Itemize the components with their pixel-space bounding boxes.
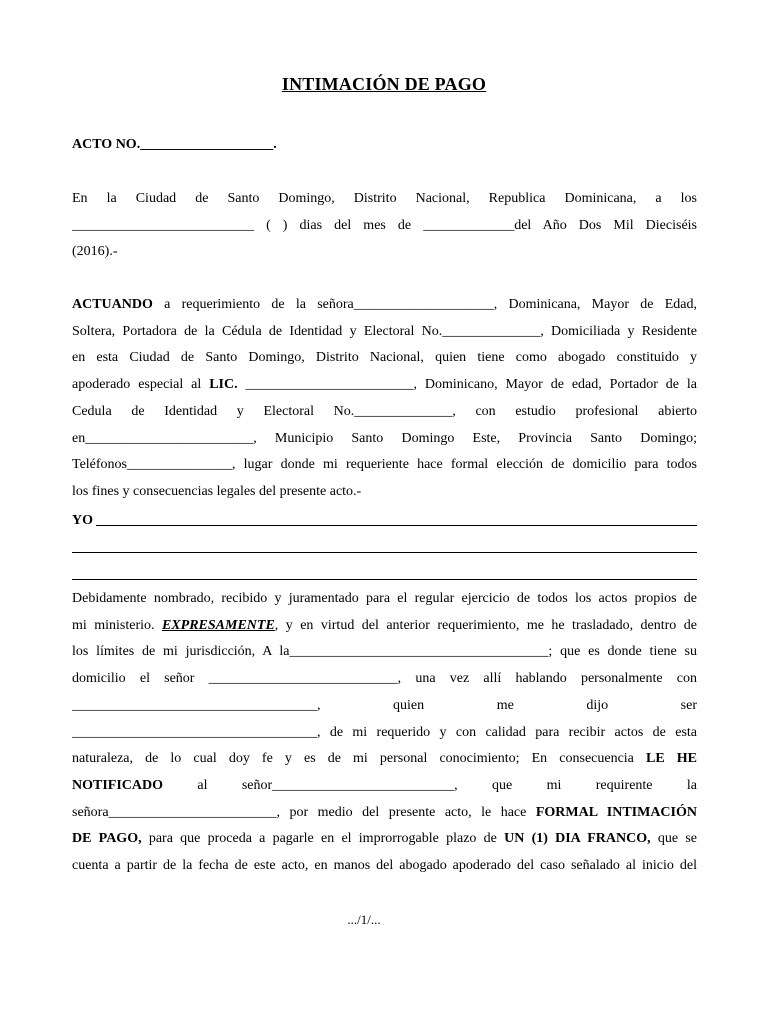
bold-term: LIC. [209, 377, 238, 393]
bold-term: FORMAL INTIMACIÓN [535, 804, 697, 820]
text-line: los límites de mi jurisdicción, A la_____________________________________; que es donde tiene su [72, 644, 697, 660]
text-line [72, 372, 697, 399]
text-line: en esta Ciudad de Santo Domingo, Distrito Nacional, quien tiene como abogado constituido y [72, 350, 697, 366]
text-fragment: , y en virtud del anterior requerimiento, me he trasladado, dentro de [274, 617, 697, 633]
emphasis-term: EXPRESAMENTE [161, 617, 275, 633]
text-line: en________________________, Municipio Santo Domingo Este, Provincia Santo Domingo; [72, 430, 697, 446]
bold-term: LE HE [646, 751, 697, 767]
page-number: .../1/... [347, 912, 381, 927]
text-line: Cedula de Identidad y Electoral No.______________, con estudio profesional abierto [72, 403, 697, 419]
bold-term: UN (1) DIA FRANCO, [504, 831, 651, 847]
text-line [72, 292, 697, 319]
text-line [72, 613, 697, 640]
blank-rule [72, 579, 697, 580]
bold-term: NOTIFICADO [72, 777, 164, 793]
text-line: domicilio el señor ___________________________, una vez allí hablando personalmente con [72, 671, 697, 687]
text-line: ___________________________________, de mi requerido y con calidad para recibir actos de esta [72, 724, 697, 740]
paragraph-actuando [72, 292, 697, 506]
text-fragment: que se [650, 831, 697, 847]
blank-rule [96, 525, 697, 526]
text-line: Teléfonos_______________, lugar donde mi requeriente hace formal elección de domicilio para todos [72, 457, 697, 473]
text-fragment: ________________________, Dominicano, Mayor de edad, Portador de la [237, 377, 697, 393]
text-line: los fines y consecuencias legales del presente acto.- [72, 483, 362, 499]
paragraph-notification [72, 586, 697, 880]
text-fragment: apoderado especial al [72, 377, 210, 393]
text-fragment: al señor__________________________, que mi requirente la [163, 777, 697, 793]
text-fragment: para que proceda a pagarle en el improrrogable plazo de [141, 831, 505, 847]
text-line: Soltera, Portadora de la Cédula de Identidad y Electoral No.______________, Domiciliada y Residente [72, 323, 697, 339]
text-fragment: naturaleza, de lo cual doy fe y es de mi personal conocimiento; En consecuencia [72, 751, 646, 767]
bold-term: ACTUANDO [72, 297, 153, 312]
document-title: INTIMACIÓN DE PAGO [281, 74, 487, 94]
text-line: ___________________________________, quien me dijo ser [72, 697, 697, 713]
text-line [72, 746, 697, 773]
yo-label: YO [72, 513, 93, 528]
bold-term: DE PAGO, [72, 831, 142, 847]
text-line [72, 826, 697, 853]
blank-rule [72, 552, 697, 553]
text-line [72, 773, 697, 800]
paragraph-location-date [72, 186, 697, 266]
text-line: En la Ciudad de Santo Domingo, Distrito Nacional, Republica Dominicana, a los [72, 191, 697, 206]
text-line: Debidamente nombrado, recibido y juramentado para el regular ejercicio de todos los actos propios de [72, 591, 697, 606]
text-fragment: a requerimiento de la señora____________________, Dominicana, Mayor de Edad, [152, 297, 697, 312]
text-line [72, 800, 697, 827]
acto-number-line: ACTO NO.___________________. [72, 137, 277, 152]
text-fragment: mi ministerio. [72, 617, 162, 633]
text-fragment: señora________________________, por medio del presente acto, le hace [72, 804, 536, 820]
text-line: cuenta a partir de la fecha de este acto, en manos del abogado apoderado del caso señalado al inicio del [72, 858, 697, 874]
text-line: __________________________ ( ) dias del mes de _____________del Año Dos Mil Dieciséis [72, 217, 697, 233]
text-line: (2016).- [72, 244, 118, 260]
